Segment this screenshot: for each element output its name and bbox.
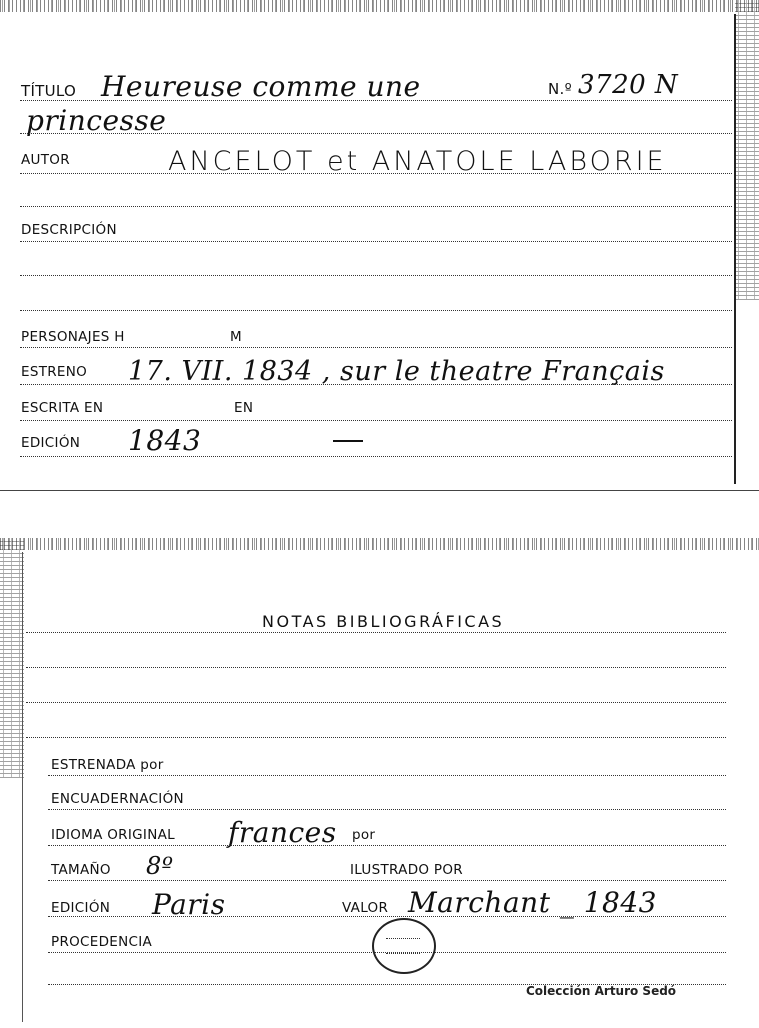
edicion-dash-mark bbox=[333, 440, 363, 442]
blank-rule-3 bbox=[20, 310, 732, 311]
tamano-label: TAMAÑO bbox=[51, 862, 111, 878]
idioma-value: frances bbox=[228, 816, 337, 849]
titulo-rule bbox=[20, 100, 732, 101]
edicion-back-rule bbox=[48, 916, 726, 917]
card-back-left-edge-texture bbox=[0, 538, 24, 778]
personajes-rule bbox=[20, 347, 732, 348]
titulo-label: TÍTULO bbox=[21, 82, 77, 100]
autor-value: ANCELOT et ANATOLE LABORIE bbox=[168, 146, 667, 177]
numero-label: N.º bbox=[548, 80, 572, 98]
card-right-border bbox=[734, 14, 736, 484]
titulo-value-line2: princesse bbox=[26, 104, 167, 137]
titulo-rule-2 bbox=[20, 133, 732, 134]
notas-rule-3 bbox=[26, 702, 726, 703]
card-top-edge-texture bbox=[0, 0, 759, 12]
autor-label: AUTOR bbox=[21, 152, 70, 168]
encuadernacion-label: ENCUADERNACIÓN bbox=[51, 791, 184, 807]
notas-heading: NOTAS BIBLIOGRÁFICAS bbox=[262, 612, 505, 631]
estrenada-rule bbox=[48, 775, 726, 776]
titulo-value-line1: Heureuse comme une bbox=[101, 70, 421, 103]
escrita-en-label: ESCRITA EN bbox=[21, 400, 104, 416]
numero-value: 3720 N bbox=[578, 70, 679, 100]
en-label: EN bbox=[234, 400, 254, 416]
card-right-edge-texture bbox=[735, 0, 759, 300]
descripcion-label: DESCRIPCIÓN bbox=[21, 222, 117, 238]
estreno-value: 17. VII. 1834 , sur le theatre Français bbox=[128, 356, 665, 387]
edicion-label: EDICIÓN bbox=[21, 435, 81, 451]
edicion-value: 1843 bbox=[128, 424, 202, 457]
estreno-label: ESTRENO bbox=[21, 364, 88, 380]
coleccion-footer: Colección Arturo Sedó bbox=[526, 984, 677, 998]
personajes-label: PERSONAJES H bbox=[21, 329, 125, 345]
card-back-top-edge-texture bbox=[0, 538, 759, 550]
notas-rule-4 bbox=[26, 737, 726, 738]
estreno-rule bbox=[20, 384, 732, 385]
blank-rule-2 bbox=[20, 275, 732, 276]
edicion-rule bbox=[20, 456, 732, 457]
personajes-m-label: M bbox=[230, 329, 242, 345]
idioma-label: IDIOMA ORIGINAL bbox=[51, 827, 175, 843]
blank-rule-1 bbox=[20, 206, 732, 207]
tamano-value: 8º bbox=[146, 852, 174, 880]
procedencia-label: PROCEDENCIA bbox=[51, 934, 153, 950]
tamano-rule bbox=[48, 880, 726, 881]
valor-label: VALOR bbox=[342, 900, 389, 916]
notas-rule-2 bbox=[26, 667, 726, 668]
card-back-left-border bbox=[22, 552, 23, 1022]
autor-rule bbox=[20, 173, 732, 174]
library-stamp bbox=[372, 918, 436, 974]
descripcion-rule bbox=[20, 241, 732, 242]
notas-rule-1 bbox=[26, 632, 726, 633]
encuadernacion-rule bbox=[48, 809, 726, 810]
por-label: por bbox=[352, 827, 376, 843]
valor-value: Marchant _ 1843 bbox=[408, 886, 657, 919]
catalog-card-front bbox=[0, 0, 759, 492]
idioma-rule bbox=[48, 845, 726, 846]
card-bottom-border bbox=[0, 490, 759, 491]
estrenada-label: ESTRENADA por bbox=[51, 757, 164, 773]
escrita-rule bbox=[20, 420, 732, 421]
edicion-back-value: Paris bbox=[152, 888, 226, 921]
edicion-back-label: EDICIÓN bbox=[51, 900, 111, 916]
ilustrado-label: ILUSTRADO POR bbox=[350, 862, 463, 878]
